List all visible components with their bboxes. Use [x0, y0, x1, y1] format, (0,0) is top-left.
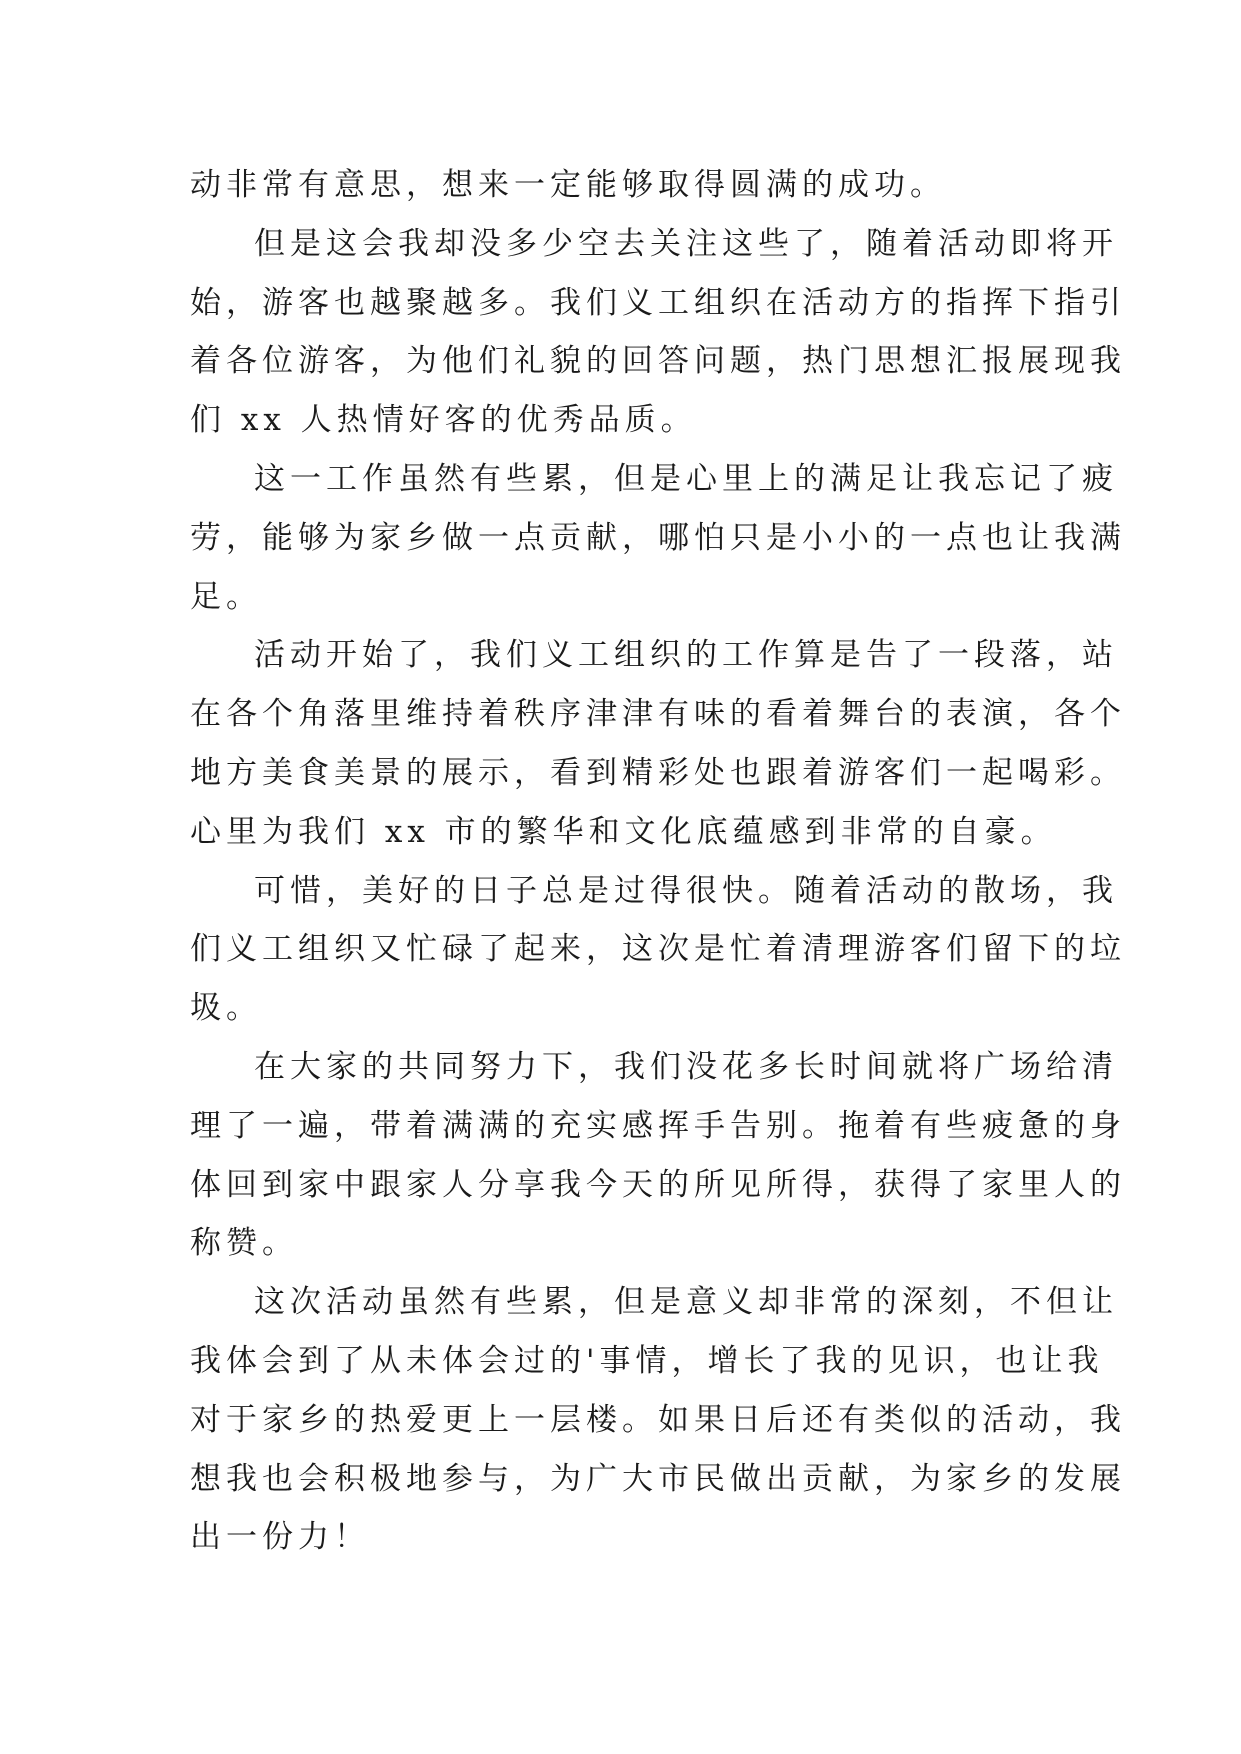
text-line: 始，游客也越聚越多。我们义工组织在活动方的指挥下指引 — [190, 284, 1126, 321]
text-line: 理了一遍，带着满满的充实感挥手告别。拖着有些疲惫的身 — [190, 1107, 1126, 1144]
text-line: 们义工组织又忙碌了起来，这次是忙着清理游客们留下的垃 — [190, 931, 1126, 968]
text-line: 足。 — [190, 578, 262, 615]
text-line: 心里为我们 xx 市的繁华和文化底蕴感到非常的自豪。 — [190, 813, 1057, 850]
text-line: 体回到家中跟家人分享我今天的所见所得，获得了家里人的 — [190, 1166, 1126, 1203]
text-line: 称赞。 — [190, 1225, 298, 1262]
text-line: 我体会到了从未体会过的'事情，增长了我的见识，也让我 — [190, 1342, 1104, 1379]
text-line: 动非常有意思，想来一定能够取得圆满的成功。 — [190, 167, 946, 203]
text-line: 地方美食美景的展示，看到精彩处也跟着游客们一起喝彩。 — [190, 754, 1126, 791]
text-line: 圾。 — [190, 990, 262, 1027]
text-line: 这次活动虽然有些累，但是意义却非常的深刻，不但让 — [254, 1284, 1118, 1321]
text-line: 可惜，美好的日子总是过得很快。随着活动的散场，我 — [254, 872, 1118, 909]
text-line: 但是这会我却没多少空去关注这些了，随着活动即将开 — [254, 225, 1118, 262]
text-line: 想我也会积极地参与，为广大市民做出贡献，为家乡的发展 — [190, 1460, 1126, 1497]
text-line: 对于家乡的热爱更上一层楼。如果日后还有类似的活动，我 — [190, 1401, 1126, 1438]
text-line: 着各位游客，为他们礼貌的回答问题，热门思想汇报展现我 — [190, 343, 1126, 380]
document-body — [190, 156, 1126, 1567]
text-line: 这一工作虽然有些累，但是心里上的满足让我忘记了疲 — [254, 460, 1118, 497]
text-line: 在各个角落里维持着秩序津津有味的看着舞台的表演，各个 — [190, 696, 1126, 733]
text-line: 出一份力！ — [190, 1519, 370, 1556]
text-line: 劳，能够为家乡做一点贡献，哪怕只是小小的一点也让我满 — [190, 519, 1126, 556]
text-line: 们 xx 人热情好客的优秀品质。 — [190, 402, 697, 439]
text-line: 在大家的共同努力下，我们没花多长时间就将广场给清 — [254, 1048, 1118, 1085]
text-line: 活动开始了，我们义工组织的工作算是告了一段落，站 — [254, 637, 1118, 674]
